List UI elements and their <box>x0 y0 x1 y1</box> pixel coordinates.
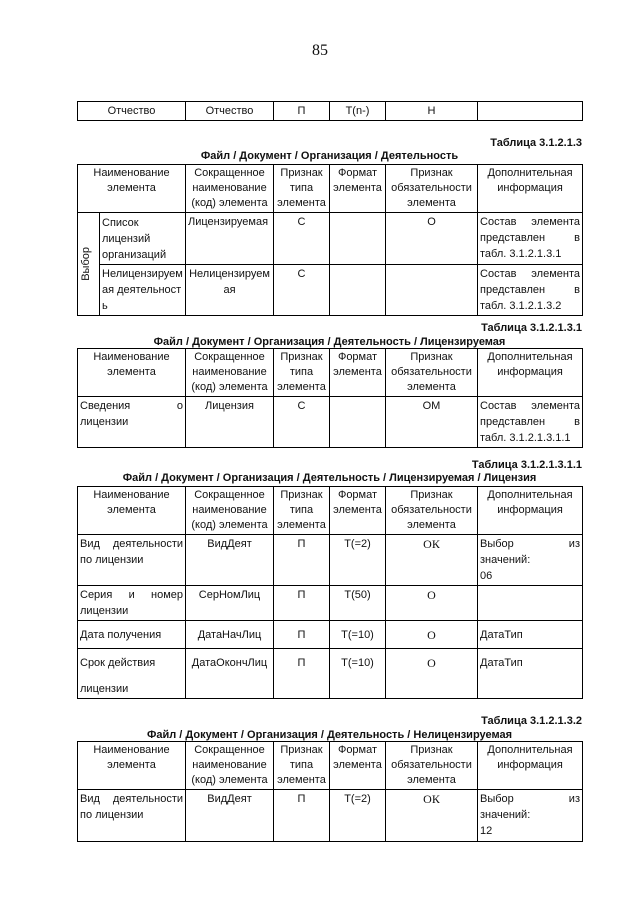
name-line: Вид деятельности <box>80 793 183 805</box>
cell-format: Т(=10) <box>330 621 386 649</box>
table-row <box>78 397 583 448</box>
cell-code: Лицензируемая <box>186 213 274 265</box>
cell-code: СерНомЛиц <box>186 586 274 621</box>
header-code: Сокращенное наименование (код) элемента <box>186 349 274 397</box>
header-type: Признак типа элемента <box>274 349 330 397</box>
cell-type: П <box>274 586 330 621</box>
cell-extra: ДатаТип <box>478 621 583 649</box>
extra-line: представлен в <box>480 232 581 244</box>
extra-line: представлен в <box>480 416 580 428</box>
cell-name <box>78 649 186 699</box>
extra-line: значений: <box>480 554 531 566</box>
table-row <box>78 790 583 842</box>
cell-name: Список лицензий организаций <box>100 213 186 265</box>
cell-code: ВидДеят <box>186 535 274 586</box>
extra-line: Состав элемента <box>480 268 581 280</box>
header-mandatory: Признак обязательности элемента <box>386 165 478 213</box>
extra-line: табл. 3.1.2.1.3.1 <box>480 248 562 260</box>
table-label: Таблица 3.1.2.1.3.2 <box>481 715 582 727</box>
cell-extra <box>478 397 583 448</box>
header-format: Формат элемента <box>330 487 386 535</box>
name-line: лицензии <box>80 605 129 617</box>
table-row <box>78 265 583 316</box>
cell-format <box>330 265 386 316</box>
cell-mandatory: О <box>386 586 478 621</box>
table-row <box>78 649 583 699</box>
cell-name <box>78 790 186 842</box>
choice-label: Выбор <box>80 247 92 281</box>
cell-extra <box>478 102 583 121</box>
cell-code: Нелицензируемая <box>186 265 274 316</box>
cell-type: П <box>274 621 330 649</box>
table-caption: Файл / Документ / Организация / Деятельность / Нелицензируемая <box>146 729 512 741</box>
cell-type: С <box>274 213 330 265</box>
table-caption: Файл / Документ / Организация / Деятельность <box>200 150 459 162</box>
extra-line: Состав элемента <box>480 400 580 412</box>
extra-line: Состав элемента <box>480 216 581 228</box>
cell-mandatory <box>386 265 478 316</box>
cell-extra <box>478 535 583 586</box>
cell-code: ДатаОкончЛиц <box>186 649 274 699</box>
header-extra: Дополнительная информация <box>478 487 583 535</box>
header-extra: Дополнительная информация <box>478 349 583 397</box>
cell-mandatory: ОК <box>386 535 478 586</box>
table-caption: Файл / Документ / Организация / Деятельность / Лицензируемая <box>153 336 506 348</box>
extra-line: табл. 3.1.2.1.3.1.1 <box>480 432 571 444</box>
table-caption: Файл / Документ / Организация / Деятельность / Лицензируемая / Лицензия <box>122 472 537 484</box>
header-format: Формат элемента <box>330 742 386 790</box>
header-type: Признак типа элемента <box>274 165 330 213</box>
header-mandatory: Признак обязательности элемента <box>386 742 478 790</box>
header-name: Наименование элемента <box>78 742 186 790</box>
cell-name: Дата получения <box>78 621 186 649</box>
table-row <box>78 213 583 265</box>
cell-type: П <box>274 102 330 121</box>
table-row <box>78 586 583 621</box>
cell-mandatory: ОК <box>386 790 478 842</box>
header-extra: Дополнительная информация <box>478 165 583 213</box>
cell-extra <box>478 790 583 842</box>
cell-format: Т(n-) <box>330 102 386 121</box>
header-code: Сокращенное наименование (код) элемента <box>186 165 274 213</box>
continuation-table <box>77 101 583 121</box>
cell-code: ВидДеят <box>186 790 274 842</box>
cell-mandatory: ОМ <box>386 397 478 448</box>
cell-type: П <box>274 649 330 699</box>
header-type: Признак типа элемента <box>274 487 330 535</box>
cell-mandatory: О <box>386 213 478 265</box>
name-line: Серия и номер <box>80 589 183 601</box>
header-code: Сокращенное наименование (код) элемента <box>186 742 274 790</box>
name-line: Срок действия <box>80 657 156 669</box>
cell-type: П <box>274 790 330 842</box>
extra-line: Выбор из <box>480 538 580 550</box>
table-label: Таблица 3.1.2.1.3.1.1 <box>471 459 582 471</box>
header-name: Наименование элемента <box>78 487 186 535</box>
extra-line: представлен в <box>480 284 581 296</box>
table-license <box>77 486 583 699</box>
name-line: Вид деятельности <box>80 538 183 550</box>
cell-mandatory: О <box>386 649 478 699</box>
cell-format: Т(=10) <box>330 649 386 699</box>
cell-extra <box>478 265 583 316</box>
cell-mandatory: О <box>386 621 478 649</box>
cell-code: Лицензия <box>186 397 274 448</box>
header-type: Признак типа элемента <box>274 742 330 790</box>
cell-name <box>78 397 186 448</box>
table-label: Таблица 3.1.2.1.3 <box>490 137 582 149</box>
table-licensed <box>77 348 583 448</box>
header-code: Сокращенное наименование (код) элемента <box>186 487 274 535</box>
cell-format <box>330 397 386 448</box>
table-activity <box>77 164 583 316</box>
cell-extra <box>478 586 583 621</box>
cell-code: ДатаНачЛиц <box>186 621 274 649</box>
cell-type: С <box>274 265 330 316</box>
extra-line: значений: <box>480 809 531 821</box>
name-line: лицензии <box>80 683 129 695</box>
table-unlicensed <box>77 741 583 842</box>
cell-type: С <box>274 397 330 448</box>
cell-extra <box>478 213 583 265</box>
cell-name <box>78 586 186 621</box>
header-format: Формат элемента <box>330 165 386 213</box>
cell-name: Нелицензируемая деятельность <box>100 265 186 316</box>
extra-line: табл. 3.1.2.1.3.2 <box>480 300 562 312</box>
cell-format: Т(=2) <box>330 790 386 842</box>
name-line: лицензии <box>80 416 129 428</box>
table-row <box>78 535 583 586</box>
cell-name <box>78 535 186 586</box>
header-mandatory: Признак обязательности элемента <box>386 487 478 535</box>
cell-extra: ДатаТип <box>478 649 583 699</box>
header-extra: Дополнительная информация <box>478 742 583 790</box>
header-name: Наименование элемента <box>78 349 186 397</box>
cell-name: Отчество <box>78 102 186 121</box>
header-format: Формат элемента <box>330 349 386 397</box>
name-line: по лицензии <box>80 809 144 821</box>
cell-format: Т(=2) <box>330 535 386 586</box>
cell-format <box>330 213 386 265</box>
cell-type: П <box>274 535 330 586</box>
header-name: Наименование элемента <box>78 165 186 213</box>
page-number: 85 <box>312 42 328 59</box>
header-mandatory: Признак обязательности элемента <box>386 349 478 397</box>
cell-code: Отчество <box>186 102 274 121</box>
cell-format: Т(50) <box>330 586 386 621</box>
cell-mandatory: Н <box>386 102 478 121</box>
extra-line: 12 <box>480 825 493 837</box>
choice-cell <box>78 213 100 316</box>
name-line: по лицензии <box>80 554 144 566</box>
name-line: Сведения о <box>80 400 183 412</box>
table-row <box>78 621 583 649</box>
table-label: Таблица 3.1.2.1.3.1 <box>481 322 582 334</box>
extra-line: 06 <box>480 570 493 582</box>
extra-line: Выбор из <box>480 793 580 805</box>
